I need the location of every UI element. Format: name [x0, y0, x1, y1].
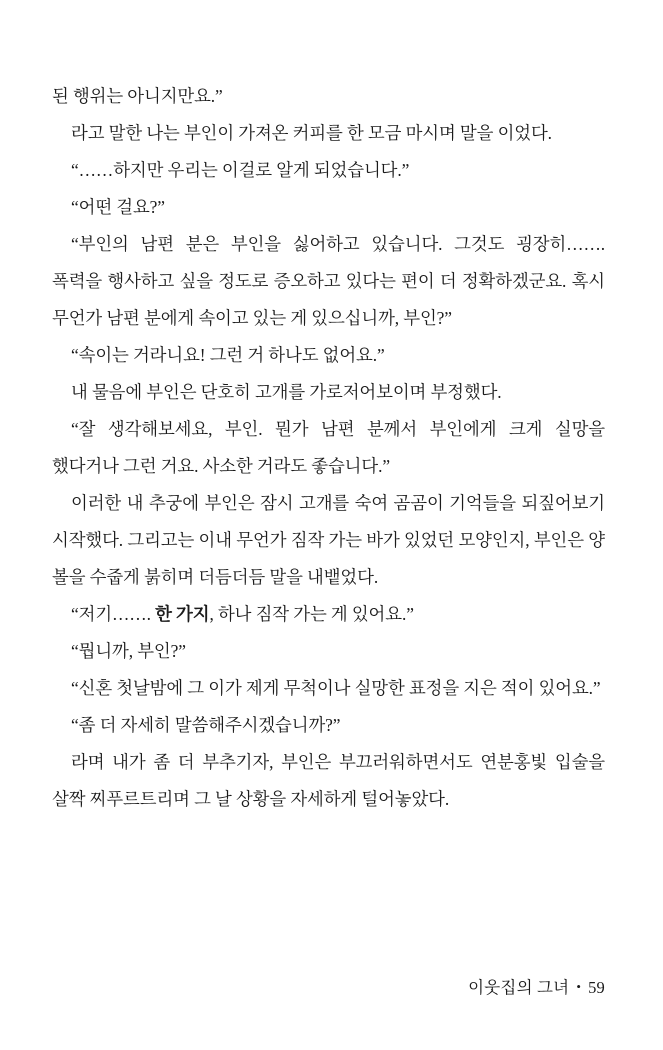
page-number: 59: [588, 978, 605, 997]
page-footer: [468, 974, 605, 998]
dialogue-line: “……하지만 우리는 이걸로 알게 되었습니다.”: [71, 160, 410, 180]
page-body: [52, 78, 605, 818]
footer-book-title: 이웃집의 그녀: [468, 978, 570, 997]
dialogue-line: “잘 생각해보세요, 부인. 뭔가 남편 분께서 부인에게 크게 실망을 했다거나 그런 거요. 사소한 거라도 좋습니다.”: [52, 419, 605, 476]
paragraph: 이러한 내 추궁에 부인은 잠시 고개를 숙여 곰곰이 기억들을 되짚어보기 시작했다. 그리고는 이내 무언가 짐작 가는 바가 있었던 모양인지, 부인은 양 볼을 수줍게 붉히며 더듬더듬 말을 내뱉었다.: [52, 493, 605, 587]
paragraph: 된 행위는 아니지만요.”: [52, 86, 223, 106]
dialogue-line: “속이는 거라니요! 그런 거 하나도 없어요.”: [71, 345, 385, 365]
dialogue-line: “어떤 걸요?”: [71, 197, 165, 217]
dialogue-line-emphasized: [52, 596, 605, 633]
paragraph: 라며 내가 좀 더 부추기자, 부인은 부끄러워하면서도 연분홍빛 입술을 살짝 찌푸르트리며 그 날 상황을 자세하게 털어놓았다.: [52, 752, 605, 809]
paragraph: 내 물음에 부인은 단호히 고개를 가로저어보이며 부정했다.: [71, 382, 502, 402]
footer-separator: •: [576, 979, 582, 994]
dialogue-line: “신혼 첫날밤에 그 이가 제게 무척이나 실망한 표정을 지은 적이 있어요.”: [71, 678, 601, 698]
dialogue-line: “좀 더 자세히 말씀해주시겠습니까?”: [71, 715, 341, 735]
dialogue-segment: “저기…….: [71, 604, 156, 624]
emphasized-phrase: 한 가지: [155, 604, 210, 624]
dialogue-line: “뭡니까, 부인?”: [71, 641, 186, 661]
dialogue-segment: , 하나 짐작 가는 게 있어요.”: [209, 604, 414, 624]
dialogue-line: “부인의 남편 분은 부인을 싫어하고 있습니다. 그것도 굉장히……. 폭력을 행사하고 싶을 정도로 증오하고 있다는 편이 더 정확하겠군요. 혹시 무언가 남편 분에게 속이고 있는 게 있으십니까, 부인?”: [52, 234, 605, 328]
paragraph: 라고 말한 나는 부인이 가져온 커피를 한 모금 마시며 말을 이었다.: [71, 123, 552, 143]
